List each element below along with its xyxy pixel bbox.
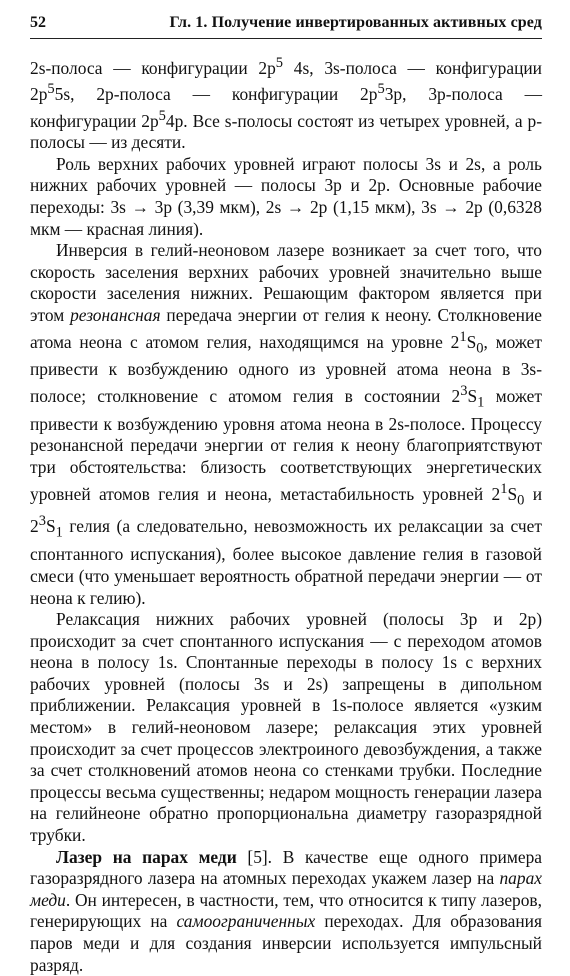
subscript: 0 <box>476 339 484 356</box>
paragraph-configurations <box>30 53 542 154</box>
text-run: 4s, 3s-полоса — конфигурации 2p <box>30 57 542 105</box>
paragraph-inversion <box>30 240 542 609</box>
emphasized-text: резонансная <box>70 304 161 325</box>
text-run: S <box>466 331 477 352</box>
chapter-title: Гл. 1. Получение инвертированных активных сред <box>169 14 542 31</box>
text-run: S <box>467 385 478 406</box>
body-text <box>30 53 542 976</box>
superscript: 1 <box>500 480 508 497</box>
subscript: 1 <box>477 394 485 411</box>
superscript: 5 <box>158 107 166 124</box>
text-run: S <box>507 483 518 504</box>
superscript: 1 <box>459 328 467 345</box>
text-run: [5]. В качестве еще одного примера газоразрядного лазера на атомных переходах укажем лазер на <box>30 846 542 889</box>
text-run: и 2 <box>30 483 543 537</box>
paragraph-working-levels <box>30 154 542 240</box>
book-page <box>30 10 543 975</box>
text-run: S <box>45 516 56 537</box>
superscript: 5 <box>47 81 55 98</box>
text-run: 5s, 2p-полоса — конфигурации 2p <box>54 84 378 105</box>
subscript: 0 <box>517 491 525 508</box>
emphasized-text: самоограниченных <box>176 911 316 932</box>
text-run: 2s-полоса — конфигурации 2p <box>30 57 276 78</box>
superscript: 5 <box>275 55 284 71</box>
text-run: Инверсия в гелий-неоновом лазере возникает за счет того, что скорость заселения верхних рабочих уровней значительно выше скорости заселения нижних. Решающим фактором является при этом <box>30 240 542 325</box>
paragraph-copper-vapor-laser <box>30 847 542 976</box>
page-number: 52 <box>30 14 46 31</box>
text-run: переходах. Для образования паров меди и для создания инверсии используется импульсный разряд. <box>30 911 542 975</box>
text-run: 4p. Все s-полосы состоят из четырех уровней, а p-полосы — из десяти. <box>30 110 542 153</box>
text-run: , может привести к возбуждению одного из уровней атома неона в 3s-полосе; столкновение с атомом гелия в состоянии 2 <box>30 331 542 406</box>
text-run: Роль верхних рабочих уровней играют полосы 3s и 2s, а роль нижних рабочих уровней — полосы 3p и 2p. Основные рабочие переходы: 3s → 3p (3,39 мкм), 2s → 2p (1,15 мкм), 3s → 2p (0,6328 мкм — красная линия). <box>30 153 542 239</box>
text-run: передача энергии от гелия к неону. Столкновение атома неона с атомом гелия, находящимся на уровне 2 <box>30 304 542 352</box>
paragraph-relaxation <box>30 609 542 847</box>
section-run-in-heading: Лазер на парах меди <box>56 846 237 867</box>
text-run: Релаксация нижних рабочих уровней (полосы 3p и 2p) происходит за счет спонтанного испускания — с переходом атомов неона в полосу 1s. Спонтанные переходы в полосу 1s с верхних рабочих уровней (полосы 3s и 2s) запрещены в дипольном приближении. Релаксация уровней в 1s-полосе является «узким местом» в гелий-неоновом лазере; релаксация этих уровней происходит за счет процессов электроиного девозбуждения, а также за счет столкновений атомов неона со стенками трубки. Последние процессы весьма существенны; недаром мощность генерации лазера на гелийнеоне обратно пропорциональна диаметру газоразрядной трубки. <box>30 609 542 846</box>
text-run: . Он интересен, в частности, тем, что относится к типу лазеров, генерирующих на <box>30 889 542 932</box>
subscript: 1 <box>55 524 63 541</box>
superscript: 5 <box>377 81 385 98</box>
superscript: 3 <box>460 382 468 399</box>
emphasized-text: парах меди <box>30 868 542 910</box>
text-run: 3p, 3p-полоса — конфигурации 2p <box>30 84 542 131</box>
running-head <box>30 10 542 39</box>
superscript: 3 <box>38 513 46 530</box>
text-run: гелия (а следовательно, невозможность их релаксации за счет спонтанного испускания), более высокое давление гелия в газовой смеси (что уменьшает вероятность обратной передачи энергии — от неона к гелию). <box>30 516 542 608</box>
text-run: может привести к возбуждению уровня атома неона в 2s-полосе. Процессу резонансной передачи энергии от гелия к неону благоприятствуют три обстоятельства: близость соответствующих энергетических уровней атомов гелия и неона, метастабильность уровней 2 <box>30 385 542 504</box>
